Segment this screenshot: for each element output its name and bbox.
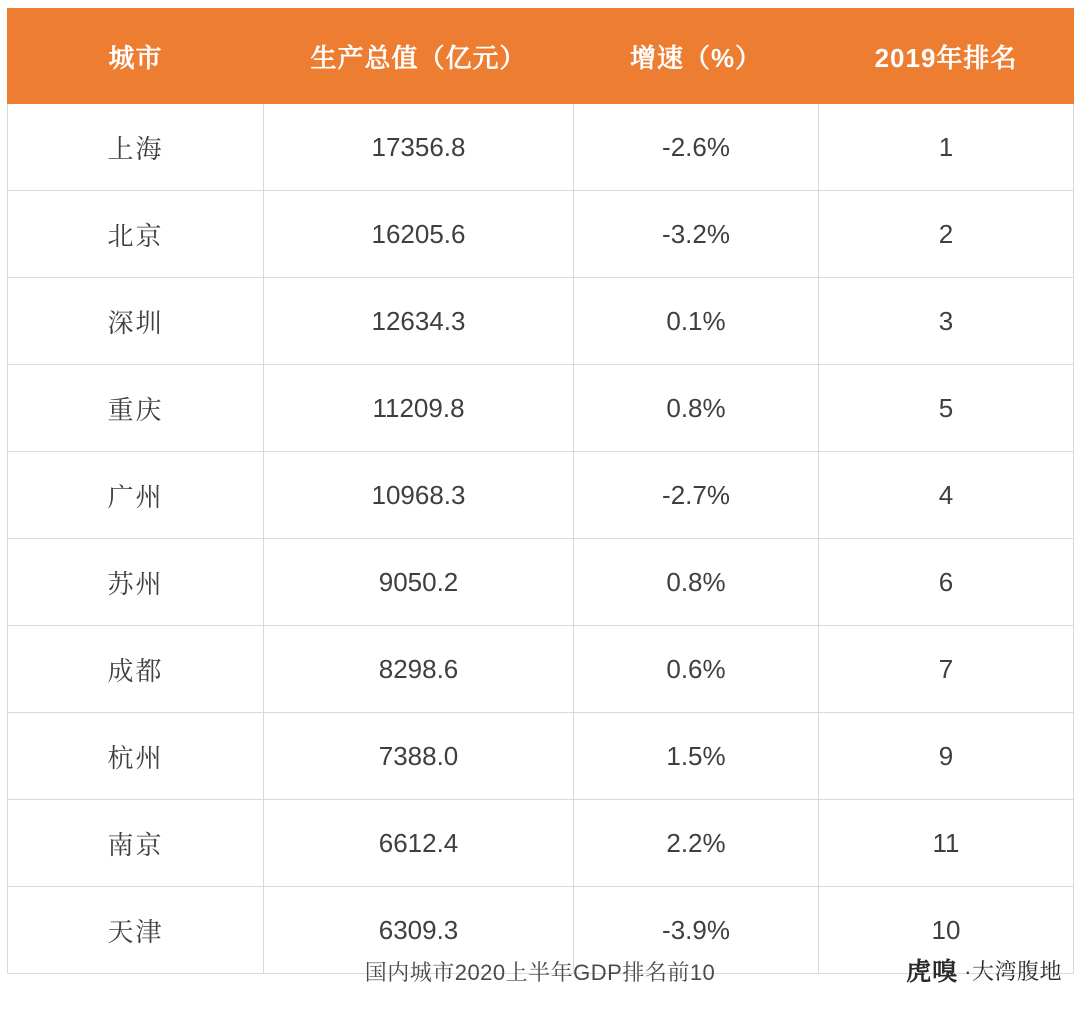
cell-growth: -2.7% [574, 452, 819, 539]
cell-gdp: 16205.6 [264, 191, 574, 278]
cell-rank: 4 [819, 452, 1074, 539]
cell-growth: 2.2% [574, 800, 819, 887]
cell-rank: 1 [819, 104, 1074, 191]
cell-rank: 5 [819, 365, 1074, 452]
column-header-city: 城市 [8, 9, 264, 104]
column-header-gdp: 生产总值（亿元） [264, 9, 574, 104]
cell-gdp: 10968.3 [264, 452, 574, 539]
cell-city: 广州 [8, 452, 264, 539]
cell-growth: 0.6% [574, 626, 819, 713]
table-body [8, 104, 1074, 974]
footer [0, 950, 1080, 996]
cell-growth: 0.8% [574, 539, 819, 626]
cell-gdp: 9050.2 [264, 539, 574, 626]
cell-gdp: 8298.6 [264, 626, 574, 713]
cell-rank: 10 [819, 887, 1074, 974]
table-row [8, 452, 1074, 539]
cell-rank: 9 [819, 713, 1074, 800]
brand-name: ·大湾腹地 [964, 958, 1062, 984]
cell-rank: 3 [819, 278, 1074, 365]
cell-city: 南京 [8, 800, 264, 887]
cell-gdp: 11209.8 [264, 365, 574, 452]
column-header-rank: 2019年排名 [819, 9, 1074, 104]
cell-rank: 2 [819, 191, 1074, 278]
cell-city: 成都 [8, 626, 264, 713]
cell-growth: 1.5% [574, 713, 819, 800]
cell-gdp: 6612.4 [264, 800, 574, 887]
gdp-ranking-table [7, 8, 1074, 974]
table-header [8, 9, 1074, 104]
table-row [8, 365, 1074, 452]
cell-gdp: 17356.8 [264, 104, 574, 191]
table-row [8, 626, 1074, 713]
cell-city: 天津 [8, 887, 264, 974]
cell-growth: -3.9% [574, 887, 819, 974]
brand-logo [906, 952, 1062, 988]
header-row [8, 9, 1074, 104]
brand-mark: 虎嗅 [906, 957, 959, 986]
table-row [8, 539, 1074, 626]
table-row [8, 104, 1074, 191]
table-row [8, 713, 1074, 800]
gdp-table-page [0, 8, 1080, 1010]
table-row [8, 800, 1074, 887]
cell-rank: 6 [819, 539, 1074, 626]
cell-growth: 0.1% [574, 278, 819, 365]
cell-gdp: 6309.3 [264, 887, 574, 974]
cell-rank: 11 [819, 800, 1074, 887]
table-row [8, 191, 1074, 278]
cell-rank: 7 [819, 626, 1074, 713]
cell-growth: -3.2% [574, 191, 819, 278]
cell-city: 重庆 [8, 365, 264, 452]
cell-city: 上海 [8, 104, 264, 191]
table-row [8, 278, 1074, 365]
cell-growth: -2.6% [574, 104, 819, 191]
cell-city: 杭州 [8, 713, 264, 800]
cell-gdp: 7388.0 [264, 713, 574, 800]
cell-city: 苏州 [8, 539, 264, 626]
cell-city: 北京 [8, 191, 264, 278]
chart-caption: 国内城市2020上半年GDP排名前10 [364, 960, 716, 985]
cell-city: 深圳 [8, 278, 264, 365]
cell-growth: 0.8% [574, 365, 819, 452]
column-header-growth: 增速（%） [574, 9, 819, 104]
cell-gdp: 12634.3 [264, 278, 574, 365]
